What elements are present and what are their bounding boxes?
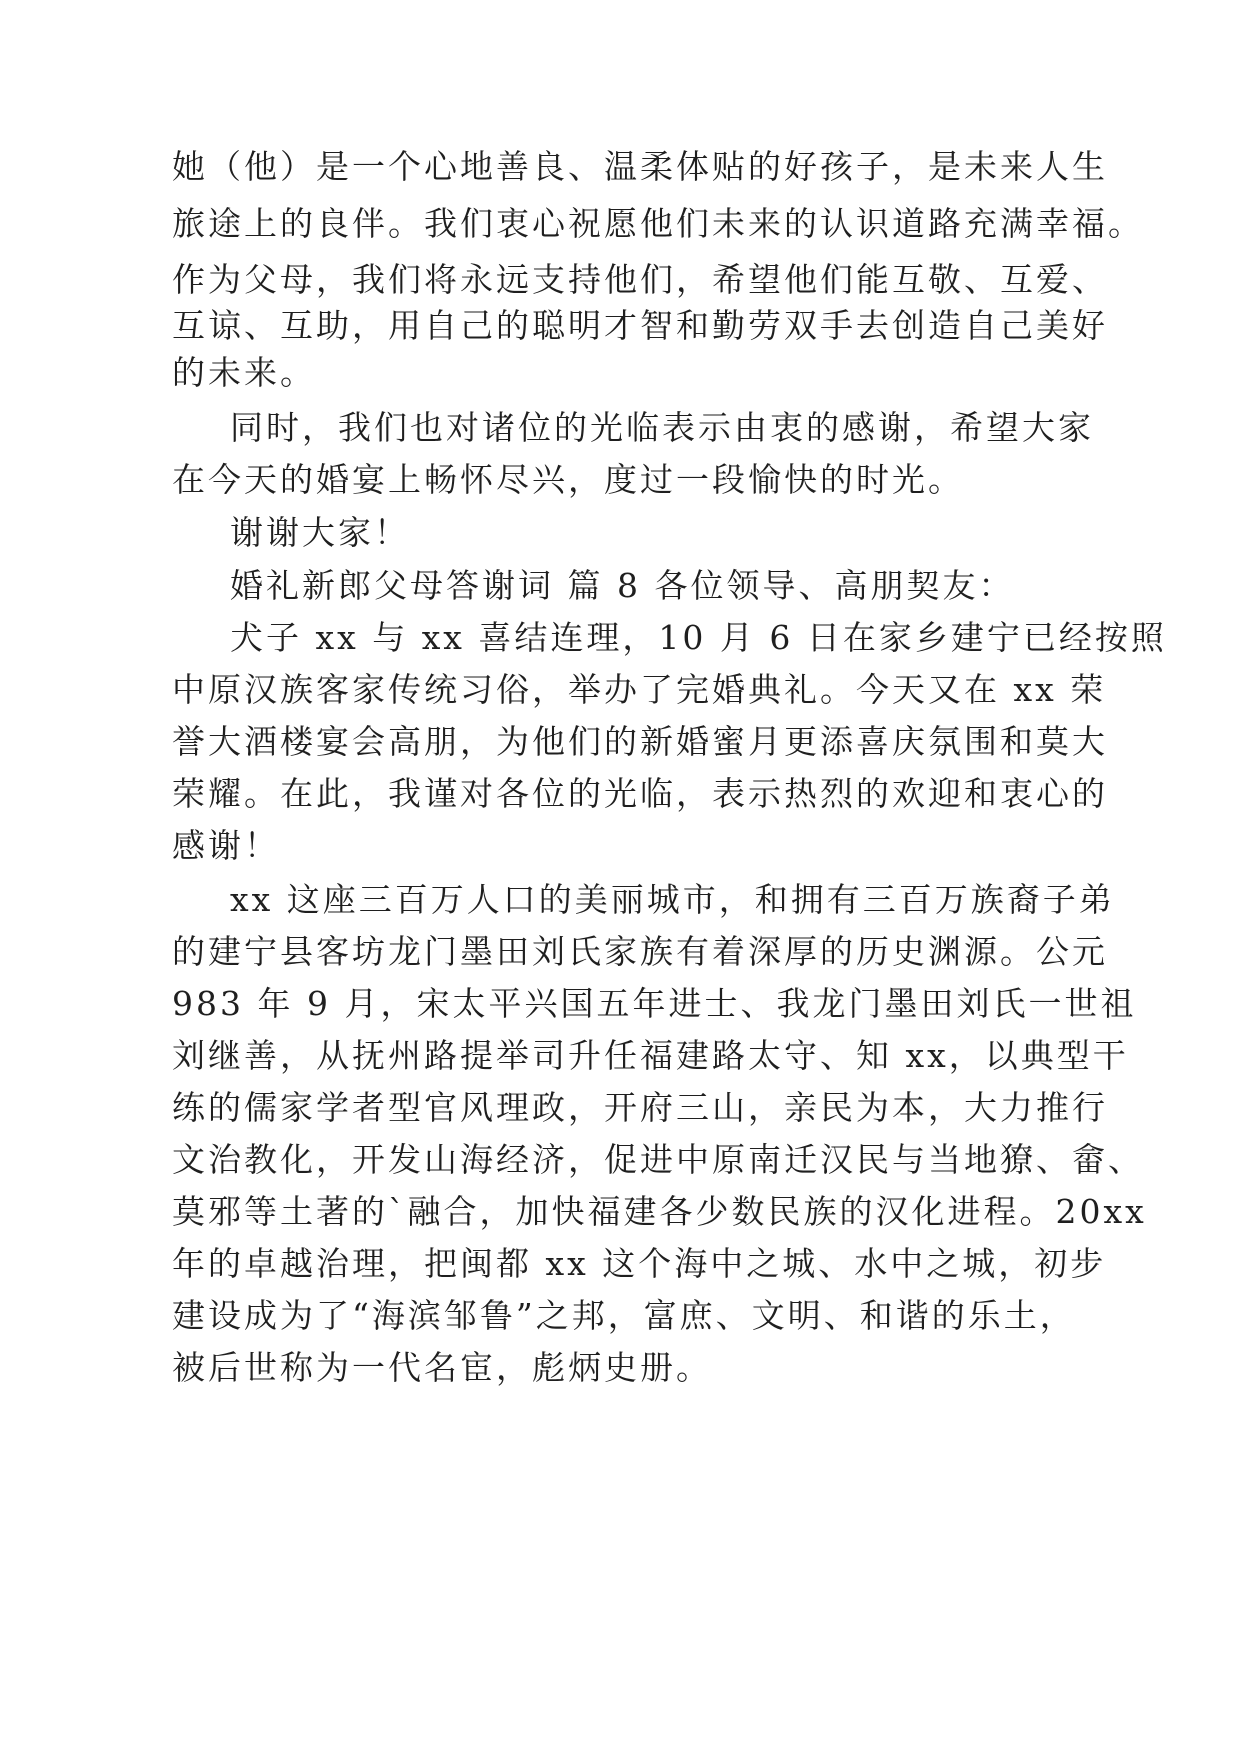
text-line: 983 年 9 月，宋太平兴国五年进士、我龙门墨田刘氏一世祖 <box>172 984 1137 1023</box>
text-line: 练的儒家学者型官风理政，开府三山，亲民为本，大力推行 <box>172 1088 1108 1127</box>
text-line: xx 这座三百万人口的美丽城市，和拥有三百万族裔子弟 <box>230 880 1115 919</box>
text-line: 文治教化，开发山海经济，促进中原南迁汉民与当地獠、畲、 <box>172 1140 1144 1179</box>
text-line: 互谅、互助，用自己的聪明才智和勤劳双手去创造自己美好 <box>172 306 1108 345</box>
text-line: 被后世称为一代名宦，彪炳史册。 <box>172 1348 712 1387</box>
text-line: 感谢！ <box>172 826 280 865</box>
text-line: 在今天的婚宴上畅怀尽兴，度过一段愉快的时光。 <box>172 460 964 499</box>
text-line: 的未来。 <box>172 353 316 392</box>
text-line: 荣耀。在此，我谨对各位的光临，表示热烈的欢迎和衷心的 <box>172 774 1108 813</box>
text-line: 谢谢大家！ <box>230 513 410 552</box>
text-line: 的建宁县客坊龙门墨田刘氏家族有着深厚的历史渊源。公元 <box>172 932 1108 971</box>
text-line: 莫邪等土著的`融合，加快福建各少数民族的汉化进程。20xx <box>172 1192 1147 1231</box>
text-line: 犬子 xx 与 xx 喜结连理，10 月 6 日在家乡建宁已经按照 <box>230 618 1167 657</box>
text-line: 年的卓越治理，把闽都 xx 这个海中之城、水中之城，初步 <box>172 1244 1107 1283</box>
section-heading: 婚礼新郎父母答谢词 篇 8 各位领导、高朋契友： <box>230 566 1015 605</box>
text-line: 中原汉族客家传统习俗，举办了完婚典礼。今天又在 xx 荣 <box>172 670 1107 709</box>
text-line: 刘继善，从抚州路提举司升任福建路太守、知 xx，以典型干 <box>172 1036 1129 1075</box>
text-line: 旅途上的良伴。我们衷心祝愿他们未来的认识道路充满幸福。 <box>172 204 1144 243</box>
text-line: 她（他）是一个心地善良、温柔体贴的好孩子，是未来人生 <box>172 147 1108 186</box>
text-line: 作为父母，我们将永远支持他们，希望他们能互敬、互爱、 <box>172 260 1108 299</box>
text-line: 同时，我们也对诸位的光临表示由衷的感谢，希望大家 <box>230 408 1094 447</box>
text-line: 建设成为了“海滨邹鲁”之邦，富庶、文明、和谐的乐土， <box>172 1296 1076 1335</box>
text-line: 誉大酒楼宴会高朋，为他们的新婚蜜月更添喜庆氛围和莫大 <box>172 722 1108 761</box>
